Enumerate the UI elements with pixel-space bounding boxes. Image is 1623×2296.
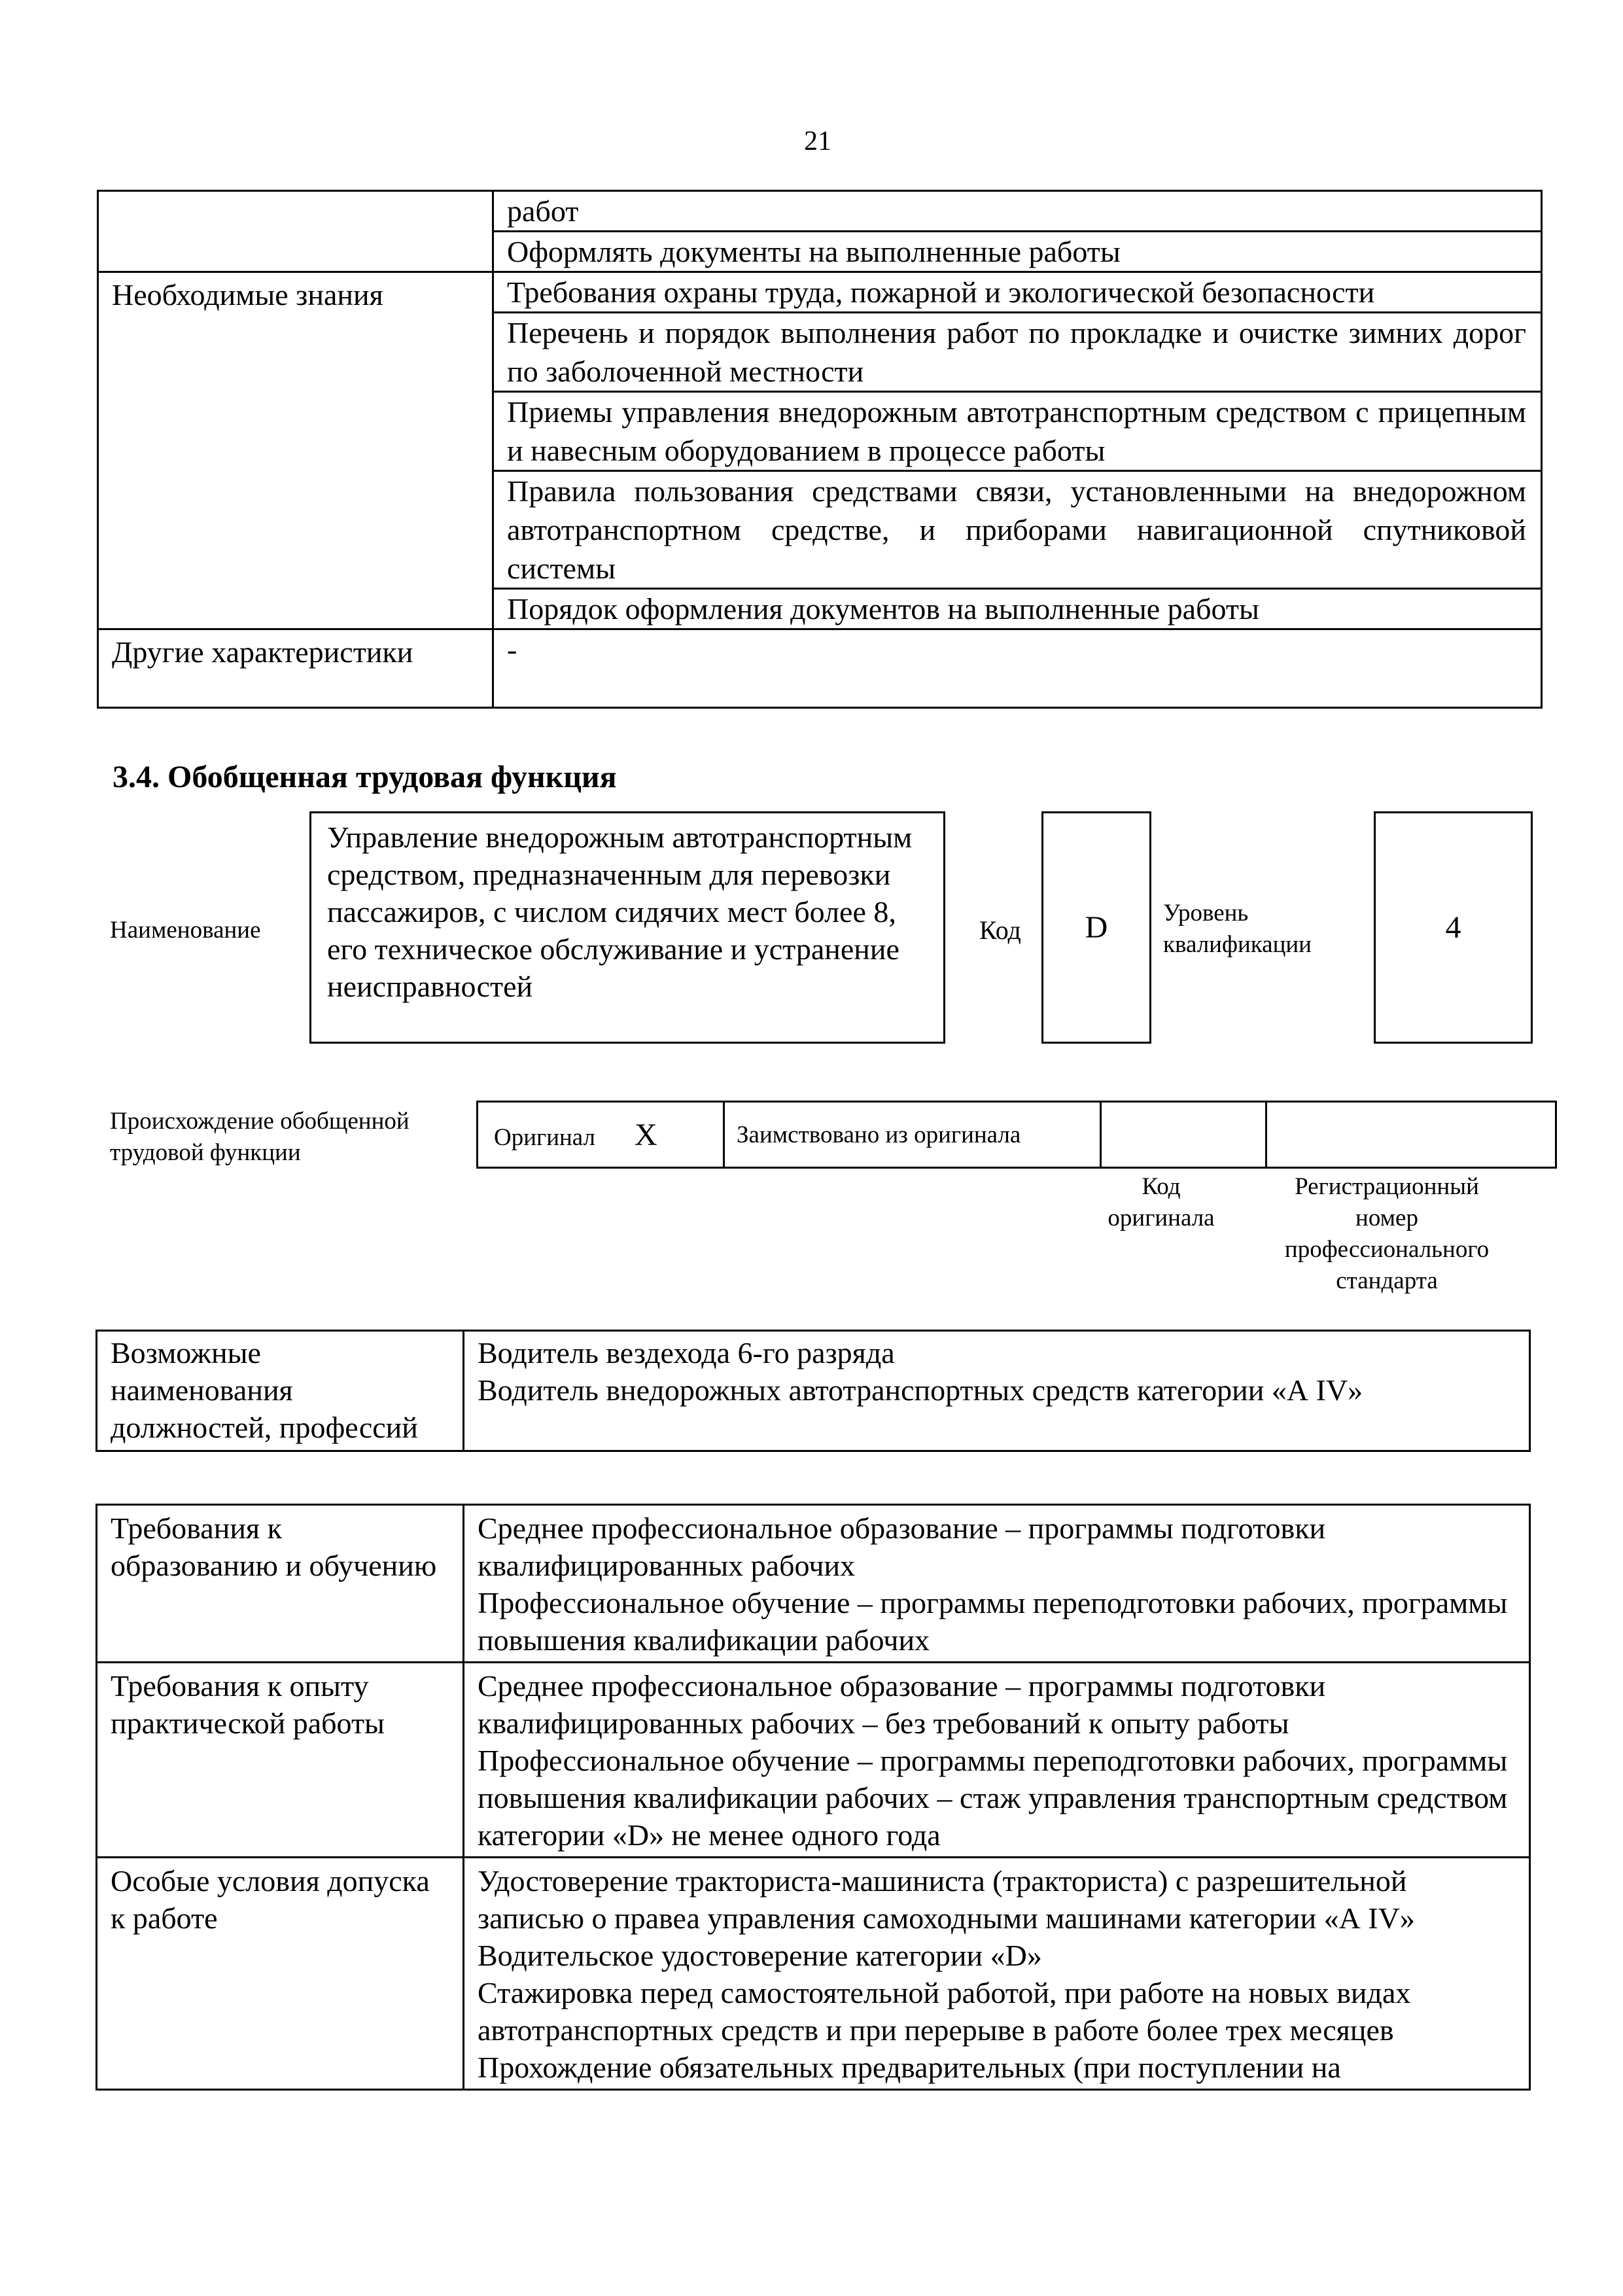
level-box xyxy=(1374,811,1533,1044)
registration-number-cell xyxy=(1266,1102,1556,1168)
table-row xyxy=(97,1858,1530,2090)
cell-value xyxy=(464,1663,1530,1858)
table-row xyxy=(97,1331,1530,1451)
code-label: Код xyxy=(979,915,1021,945)
knowledge-table xyxy=(97,190,1543,709)
cell-value xyxy=(464,1858,1530,2090)
table-row xyxy=(98,191,1542,232)
value-line: Водительское удостоверение категории «D» xyxy=(478,1939,1042,1972)
value-line: Среднее профессиональное образование – программы подготовки квалифицированных рабочих – без требований к опыту работы xyxy=(478,1669,1326,1740)
positions-table xyxy=(96,1330,1531,1452)
value-line: Среднее профессиональное образование – программы подготовки квалифицированных рабочих xyxy=(478,1511,1326,1582)
cell-value: - xyxy=(493,629,1542,708)
value-line: Профессиональное обучение – программы переподготовки рабочих, программы повышения квалификации рабочих xyxy=(478,1586,1508,1657)
row-label: Требования к опыту практической работы xyxy=(97,1663,464,1858)
original-mark: X xyxy=(635,1117,657,1152)
level-label xyxy=(1163,898,1312,961)
value-line: Водитель вездехода 6-го разряда xyxy=(478,1336,895,1369)
origin-label-line: трудовой функции xyxy=(110,1139,301,1166)
cell-value xyxy=(464,1505,1530,1663)
origin-label-line: Происхождение обобщенной xyxy=(110,1108,410,1135)
cell-value: Порядок оформления документов на выполненные работы xyxy=(493,589,1542,629)
level-value: 4 xyxy=(1445,910,1461,945)
table-row xyxy=(98,629,1542,708)
cell-value: Требования охраны труда, пожарной и экологической безопасности xyxy=(493,272,1542,313)
value-line: Профессиональное обучение – программы переподготовки рабочих, программы повышения квалификации рабочих – стаж управления транспортным средством категории «D» не менее одного года xyxy=(478,1744,1508,1852)
caption-line: профессионального xyxy=(1284,1236,1490,1263)
page-number: 21 xyxy=(804,126,831,156)
caption-line: оригинала xyxy=(1108,1205,1215,1231)
caption-line: стандарта xyxy=(1336,1267,1438,1294)
table-row xyxy=(97,1663,1530,1858)
table-row xyxy=(98,272,1542,313)
section-heading: 3.4. Обобщенная трудовая функция xyxy=(113,760,617,794)
code-caption xyxy=(1083,1171,1240,1234)
borrowed-cell: Заимствовано из оригинала xyxy=(724,1102,1101,1168)
value-line: Водитель внедорожных автотранспортных средств категории «А IV» xyxy=(478,1373,1363,1407)
cell-value: работ xyxy=(493,191,1542,232)
code-value: D xyxy=(1085,910,1108,945)
original-code-cell xyxy=(1101,1102,1266,1168)
origin-table xyxy=(476,1101,1557,1169)
caption-line: Код xyxy=(1142,1173,1181,1200)
row-label xyxy=(98,191,493,272)
level-label-line: квалификации xyxy=(1163,931,1312,958)
table-row xyxy=(478,1102,1556,1168)
function-name-box: Управление внедорожным автотранспортным средством, предназначенным для перевозки пассажиров, с числом сидячих мест более 8, его техническое обслуживание и устранение неисправностей xyxy=(309,811,945,1044)
row-label: Требования к образованию и обучению xyxy=(97,1505,464,1663)
original-text: Оригинал xyxy=(494,1123,596,1151)
level-label-line: Уровень xyxy=(1163,900,1249,927)
cell-value xyxy=(464,1331,1530,1451)
cell-value: Оформлять документы на выполненные работы xyxy=(493,232,1542,272)
code-box xyxy=(1041,811,1151,1044)
table-row xyxy=(97,1505,1530,1663)
row-label: Необходимые знания xyxy=(98,272,493,629)
cell-value: Правила пользования средствами связи, установленными на внедорожном автотранспортном средстве, и приборами навигационной спутниковой системы xyxy=(493,471,1542,589)
caption-line: номер xyxy=(1355,1205,1418,1231)
value-line: Прохождение обязательных предварительных (при поступлении на xyxy=(478,2051,1341,2084)
value-line: Удостоверение тракториста-машиниста (тракториста) с разрешительной записью о правеа управления самоходными машинами категории «А IV» xyxy=(478,1864,1415,1935)
name-label: Наименование xyxy=(110,917,261,944)
row-label: Особые условия допуска к работе xyxy=(97,1858,464,2090)
value-line: Стажировка перед самостоятельной работой, при работе на новых видах автотранспортных средств и при перерыве в работе более трех месяцев xyxy=(478,1976,1411,2047)
original-cell xyxy=(478,1102,724,1168)
cell-value: Перечень и порядок выполнения работ по прокладке и очистке зимних дорог по заболоченной местности xyxy=(493,313,1542,392)
registration-caption xyxy=(1243,1171,1531,1297)
caption-line: Регистрационный xyxy=(1295,1173,1479,1200)
row-label: Возможные наименования должностей, профессий xyxy=(97,1331,464,1451)
row-label: Другие характеристики xyxy=(98,629,493,708)
cell-value: Приемы управления внедорожным автотранспортным средством с прицепным и навесным оборудованием в процессе работы xyxy=(493,392,1542,471)
requirements-table xyxy=(96,1504,1531,2091)
origin-label xyxy=(110,1106,410,1169)
